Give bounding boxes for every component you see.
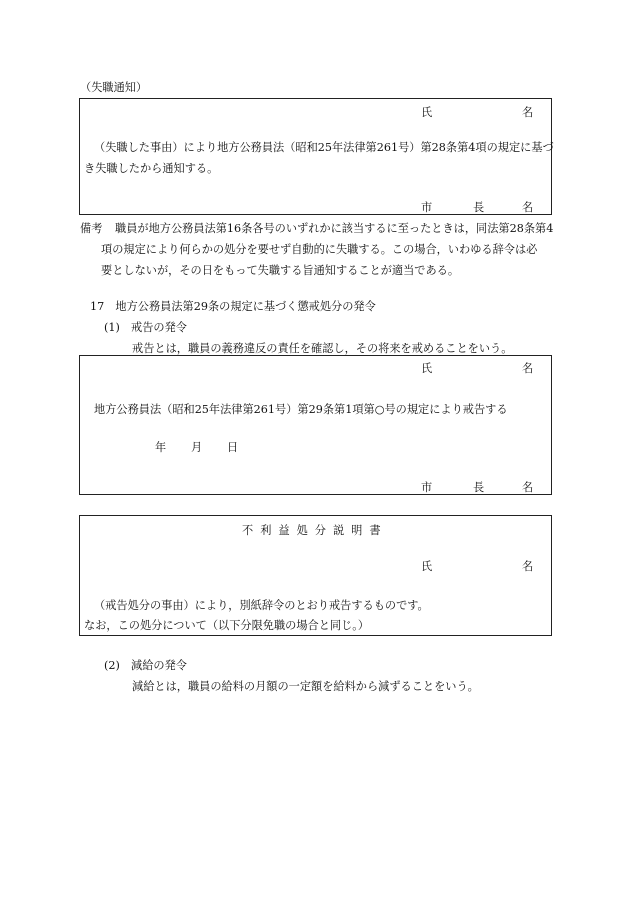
notice-body-line2: き失職したから通知する。 (84, 162, 219, 175)
remark-line2: 項の規定により何らかの処分を要せず自動的に失職する。この場合，いわゆる辞令は必 (101, 243, 538, 256)
mayor-label-chief: 長 (473, 201, 485, 214)
section-17-heading: 17 地方公務員法第29条の規定に基づく懲戒処分の発令 (90, 300, 376, 313)
notice-body-line1: （失職した事由）により地方公務員法（昭和25年法律第261号）第28条第4項の規定に基づ (94, 141, 554, 154)
date-day: 日 (227, 441, 239, 454)
name-label-left: 氏 (421, 106, 433, 119)
subsection-1-heading: (1) 戒告の発令 (104, 321, 187, 334)
mayor-label-city: 市 (421, 201, 433, 214)
mayor-label-chief: 長 (473, 481, 485, 494)
subsection-1-description: 戒告とは，職員の義務違反の責任を確認し，その将来を戒めることをいう。 (132, 342, 513, 355)
statement-line2: なお，この処分について（以下分限免職の場合と同じ。） (84, 619, 370, 632)
statement-title: 不利益処分説明書 (242, 524, 388, 537)
remark-line1: 職員が地方公務員法第16条各号のいずれかに該当するに至ったときは，同法第28条第4 (115, 222, 554, 235)
name-label-right: 名 (522, 560, 534, 573)
date-month: 月 (191, 441, 203, 454)
name-label-left: 氏 (421, 362, 433, 375)
statement-line1: （戒告処分の事由）により，別紙辞令のとおり戒告するものです。 (94, 599, 429, 612)
mayor-label-name: 名 (522, 481, 534, 494)
subsection-2-heading: (2) 減給の発令 (104, 659, 187, 672)
reprimand-body: 地方公務員法（昭和25年法律第261号）第29条第1項第○号の規定により戒告する (94, 403, 508, 416)
date-year: 年 (155, 441, 167, 454)
dismissal-notice-box (79, 98, 552, 215)
mayor-label-name: 名 (522, 201, 534, 214)
remark-label: 備考 (80, 222, 103, 235)
notice-title: （失職通知） (80, 81, 148, 94)
mayor-label-city: 市 (421, 481, 433, 494)
remark-line3: 要としないが，その日をもって失職する旨通知することが適当である。 (101, 264, 460, 277)
disadvantage-statement-box (79, 515, 552, 636)
name-label-right: 名 (522, 106, 534, 119)
subsection-2-description: 減給とは，職員の給料の月額の一定額を給料から減ずることをいう。 (132, 680, 479, 693)
reprimand-notice-box (79, 355, 552, 495)
name-label-left: 氏 (421, 560, 433, 573)
name-label-right: 名 (522, 362, 534, 375)
